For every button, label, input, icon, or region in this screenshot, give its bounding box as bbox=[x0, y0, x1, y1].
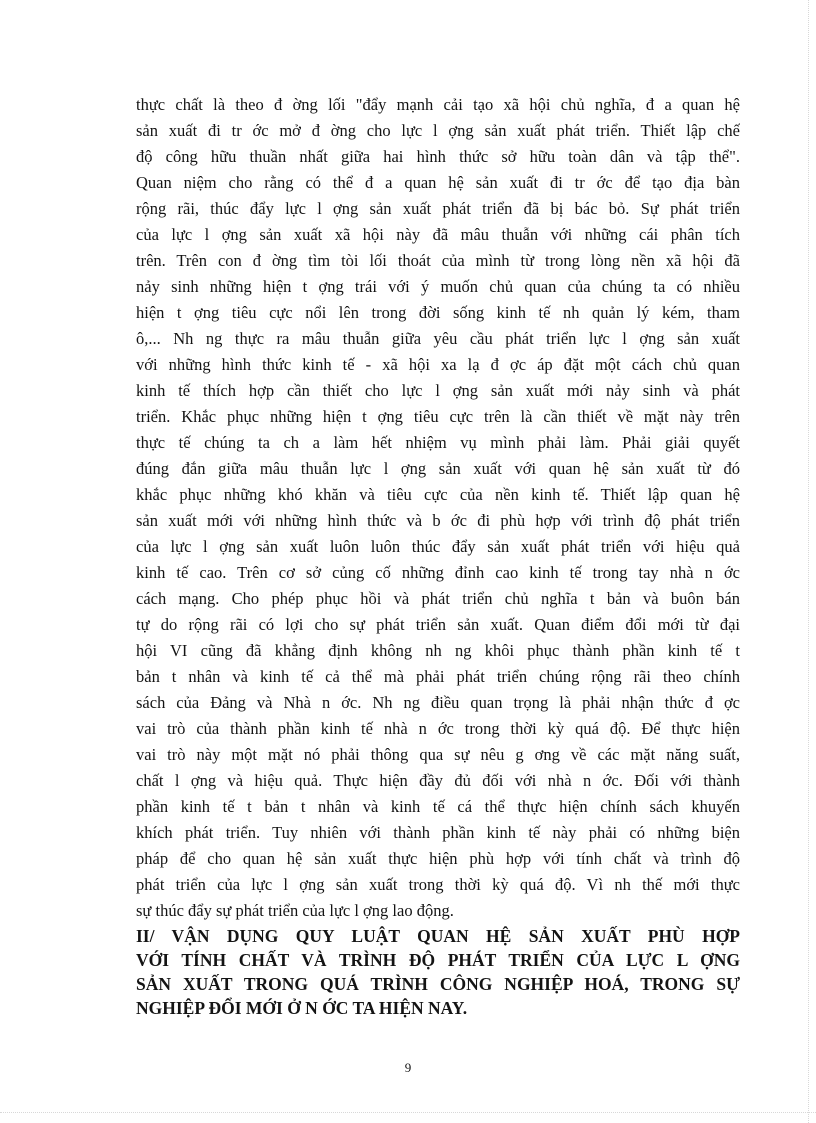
text-line: của lực l ợng sản xuất luôn luôn thúc đẩy sản xuất phát triển với hiệu quả bbox=[136, 537, 740, 556]
text-line: pháp để cho quan hệ sản xuất thực hiện phù hợp với tính chất và trình độ bbox=[136, 849, 740, 868]
text-line: vai trò này một mặt nó phải thông qua sự nêu g ơng về các mặt năng suất, bbox=[136, 745, 740, 764]
text-line: phát triển của lực l ợng sản xuất trong thời kỳ quá độ. Vì nh thế mới thực bbox=[136, 875, 740, 894]
text-line: kinh tế thích hợp cần thiết cho lực l ợng sản xuất mới nảy sinh và phát bbox=[136, 381, 740, 400]
text-line: sách của Đảng và Nhà n ớc. Nh ng điều quan trọng là phải nhận thức đ ợc bbox=[136, 693, 740, 712]
text-line: bản t nhân và kinh tế cả thể mà phải phát triển chúng rộng rãi theo chính bbox=[136, 667, 740, 686]
text-line: rộng rãi, thúc đẩy lực l ợng sản xuất phát triển đã bị bác bỏ. Sự phát triển bbox=[136, 199, 740, 218]
text-line: thực chất là theo đ ờng lối "đẩy mạnh cải tạo xã hội chủ nghĩa, đ a quan hệ bbox=[136, 95, 740, 114]
heading-line: SẢN XUẤT TRONG QUÁ TRÌNH CÔNG NGHIỆP HOÁ, TRONG SỰ bbox=[136, 974, 740, 994]
text-line: với những hình thức kinh tế - xã hội xa lạ đ ợc áp đặt một cách chủ quan bbox=[136, 355, 740, 374]
text-line: tự do rộng rãi có lợi cho sự phát triển sản xuất. Quan điểm đổi mới từ đại bbox=[136, 615, 740, 634]
section-heading bbox=[136, 924, 740, 1020]
heading-line: VỚI TÍNH CHẤT VÀ TRÌNH ĐỘ PHÁT TRIỂN CỦA LỰC L ỢNG bbox=[136, 950, 740, 970]
heading-line: NGHIỆP ĐỔI MỚI Ở N ỚC TA HIỆN NAY. bbox=[136, 998, 468, 1018]
text-line: đúng đắn giữa mâu thuẫn lực l ợng sản xuất với quan hệ sản xuất từ đó bbox=[136, 459, 740, 478]
text-line: vai trò của thành phần kinh tế nhà n ớc trong thời kỳ quá độ. Để thực hiện bbox=[136, 719, 740, 738]
text-line: sự thúc đẩy sự phát triển của lực l ợng lao động. bbox=[136, 901, 454, 920]
text-line: hiện t ợng tiêu cực nổi lên trong đời sống kinh tế nh quản lý kém, tham bbox=[136, 303, 740, 322]
text-line: chất l ợng và hiệu quả. Thực hiện đầy đủ đối với nhà n ớc. Đối với thành bbox=[136, 771, 740, 790]
text-line: Quan niệm cho rằng có thể đ a quan hệ sản xuất đi tr ớc để tạo địa bàn bbox=[136, 173, 740, 192]
text-line: của lực l ợng sản xuất xã hội này đã mâu thuẫn với những cái phân tích bbox=[136, 225, 740, 244]
text-line: kinh tế cao. Trên cơ sở củng cố những đỉnh cao kinh tế trong tay nhà n ớc bbox=[136, 563, 740, 582]
text-line: triển. Khắc phục những hiện t ợng tiêu cực trên là cần thiết về mặt này trên bbox=[136, 407, 740, 426]
body-paragraph bbox=[136, 92, 740, 924]
side-rule bbox=[808, 0, 809, 1123]
text-line: sản xuất đi tr ớc mở đ ờng cho lực l ợng sản xuất phát triển. Thiết lập chế bbox=[136, 121, 740, 140]
text-line: khắc phục những khó khăn và tiêu cực của nền kinh tế. Thiết lập quan hệ bbox=[136, 485, 740, 504]
text-line: độ công hữu thuần nhất giữa hai hình thức sở hữu toàn dân và tập thể". bbox=[136, 147, 740, 166]
text-line: sản xuất mới với những hình thức và b ớc đi phù hợp với trình độ phát triển bbox=[136, 511, 740, 530]
text-line: cách mạng. Cho phép phục hồi và phát triển chủ nghĩa t bản và buôn bán bbox=[136, 589, 740, 608]
text-line: hội VI cũng đã khẳng định không nh ng khôi phục thành phần kinh tế t bbox=[136, 641, 740, 660]
footer-rule bbox=[0, 1112, 816, 1113]
text-line: trên. Trên con đ ờng tìm tòi lối thoát của mình từ trong lòng nền xã hội đã bbox=[136, 251, 740, 270]
text-line: phần kinh tế t bản t nhân và kinh tế cá thể thực hiện chính sách khuyến bbox=[136, 797, 740, 816]
heading-line: II/ VẬN DỤNG QUY LUẬT QUAN HỆ SẢN XUẤT PHÙ HỢP bbox=[136, 926, 740, 946]
text-line: khích phát triển. Tuy nhiên với thành phần kinh tế này phải có những biện bbox=[136, 823, 740, 842]
text-line: ô,... Nh ng thực ra mâu thuẫn giữa yêu cầu phát triển lực l ợng sản xuất bbox=[136, 329, 740, 348]
text-line: thực tế chúng ta ch a làm hết nhiệm vụ mình phải làm. Phải giải quyết bbox=[136, 433, 740, 452]
page-number: 9 bbox=[404, 1060, 412, 1075]
text-line: nảy sinh những hiện t ợng trái với ý muốn chủ quan của chúng ta có nhiều bbox=[136, 277, 740, 296]
